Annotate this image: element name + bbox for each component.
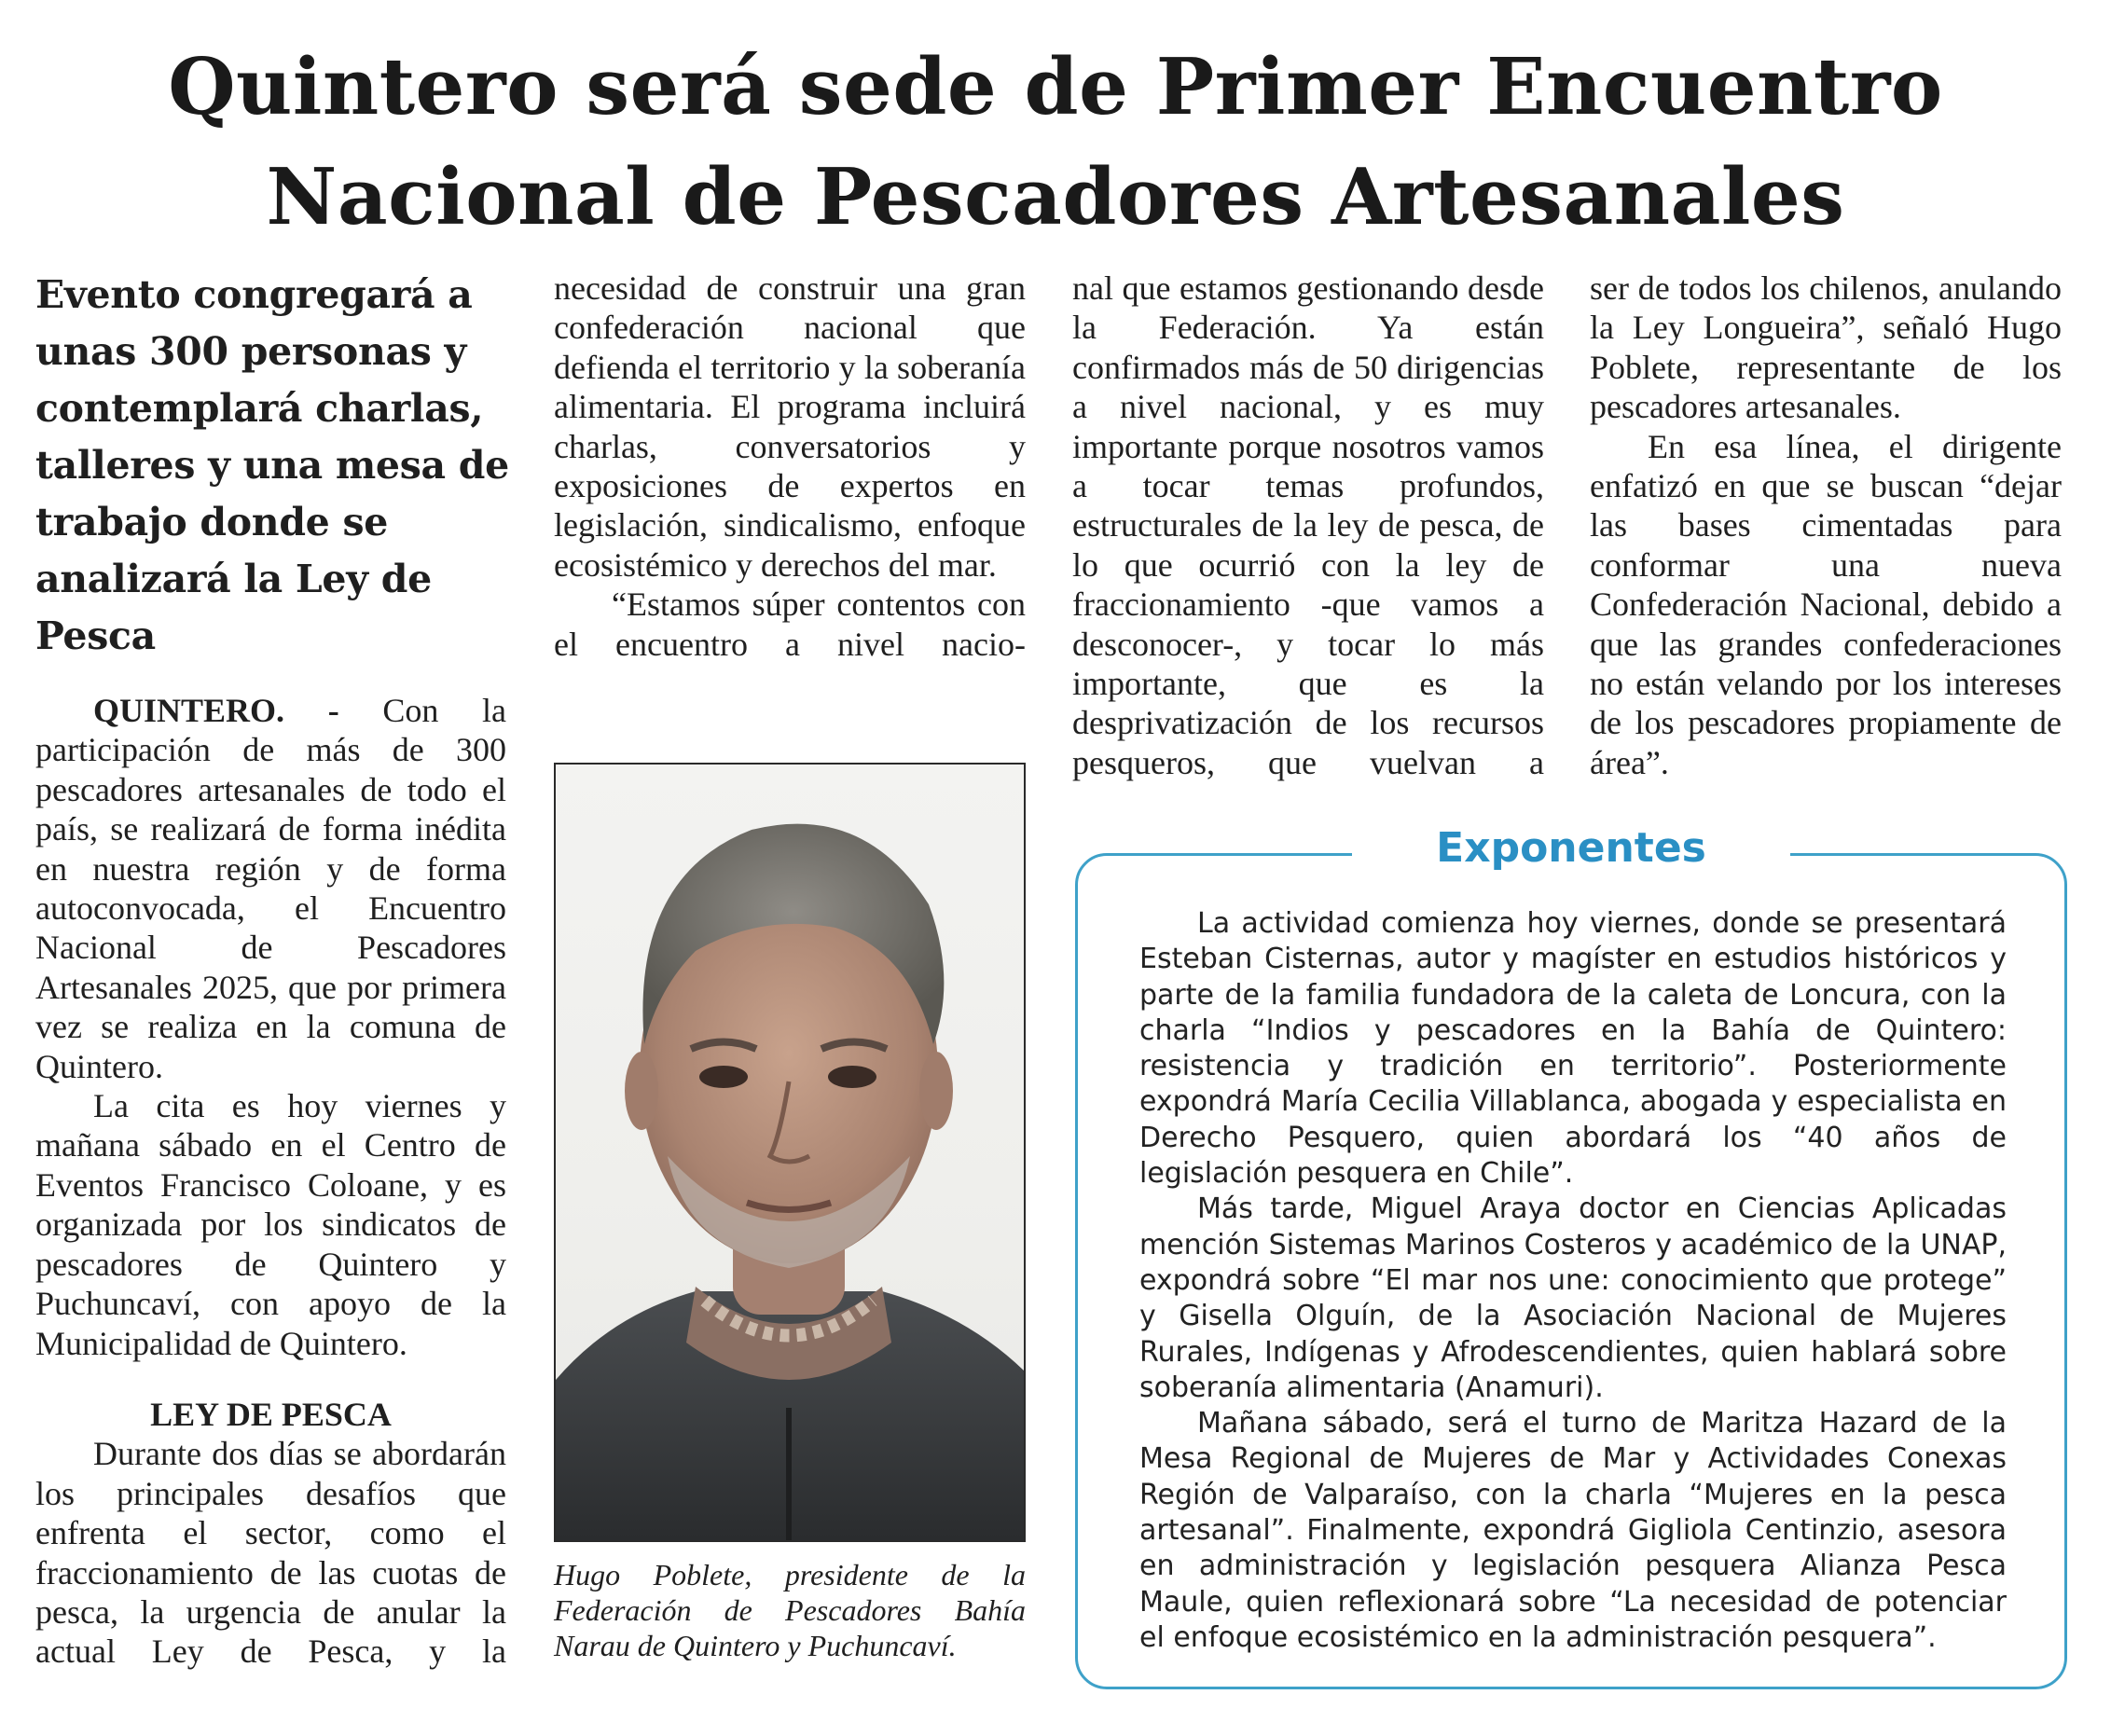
- headline: [56, 32, 2055, 252]
- sidebar-title-wrap: [1352, 820, 1790, 876]
- section-heading: LEY DE PESCA: [150, 1395, 392, 1433]
- paragraph-1-text: Con la participación de más de 300 pescadores artesanales de todo el país, se realizará de forma inédita en nuestra región y de forma autoconvocada, el Encuentro Nacional de Pescadores Artesanales 2025, que por primera vez se realiza en la comuna de Quintero.: [35, 692, 506, 1085]
- portrait-photo: [554, 763, 1026, 1542]
- paragraph-1: [35, 691, 506, 1086]
- paragraph-3-part-1: Durante dos días se abordarán los principales desafíos que enfrenta el sector, como el fraccionamiento de las cuotas de pesca, la urgencia de anular la actual Ley de Pesca, y la: [35, 1435, 506, 1671]
- paragraph-4-part-2: nal que estamos gestionando desde la Federación. Ya están confirmados más de 50 dirigencias a nivel nacional, y es muy importante porque nosotros vamos a tocar temas profundos, estructurales de la ley de pesca, de lo que ocurrió con la ley de fraccionamiento -que vamos a desconocer-, y tocar lo más importante, que es la desprivatización de los recursos pesqueros, que vuelvan a: [1072, 269, 1544, 781]
- portrait-illustration: [556, 765, 1024, 1540]
- paragraph-4-part-3: ser de todos los chilenos, anulando la Ley Longueira”, señaló Hugo Poblete, representante de los pescadores artesanales.: [1590, 269, 2062, 426]
- subheadline: Evento congregará a unas 300 personas y contemplará charlas, talleres y una mesa de trabajo donde se analizará la Ley de Pesca: [35, 272, 509, 658]
- sidebar-title: Exponentes: [1436, 824, 1706, 872]
- sidebar-paragraph-1: La actividad comienza hoy viernes, donde se presentará Esteban Cisternas, autor y magíster en estudios históricos y parte de la familia fundadora de la caleta de Loncura, con la charla “Indios y pescadores en la Bahía de Quintero: resistencia y tradición en territorio”. Posteriormente expondrá María Cecilia Villablanca, abogada y especialista en Derecho Pesquero, quien abordará los “40 años de legislación pesquera en Chile”.: [1139, 907, 2007, 1191]
- article-column-3: [1072, 269, 1544, 782]
- sidebar-text: [1139, 906, 2007, 1656]
- paragraph-3-part-2: necesidad de construir una gran confederación nacional que defienda el territorio y la soberanía alimentaria. El programa incluirá charlas, conversatorios y exposiciones de expertos en legislación, sindicalismo, enfoque ecosistémico y derechos del mar.: [554, 269, 1026, 584]
- paragraph-2: La cita es hoy viernes y mañana sábado en el Centro de Eventos Francisco Coloane, y es organizada por los sindicatos de pescadores de Quintero y Puchuncaví, con apoyo de la Municipalidad de Quintero.: [35, 1087, 506, 1362]
- sidebar-paragraph-2: Más tarde, Miguel Araya doctor en Ciencias Aplicadas mención Sistemas Marinos Costeros y académico de la UNAP, expondrá sobre “El mar nos une: conocimiento que protege” y Gisella Olguín, de la Asociación Nacional de Mujeres Rurales, Indígenas y Afrodescendientes, quien hablará sobre soberanía alimentaria (Anamuri).: [1139, 1192, 2007, 1404]
- photo-caption: Hugo Poblete, presidente de la Federación de Pescadores Bahía Narau de Quintero y Puchuncaví.: [554, 1558, 1026, 1662]
- article-column-1: [35, 691, 506, 1672]
- headline-line-1: Quintero será sede de Primer Encuentro: [168, 41, 1943, 132]
- paragraph-5: En esa línea, el dirigente enfatizó en que se buscan “dejar las bases cimentadas para conformar una nueva Confederación Nacional, debido a que las grandes confederaciones no están velando por los intereses de los pescadores propiamente de área”.: [1590, 427, 2062, 781]
- dateline: QUINTERO. -: [93, 692, 339, 729]
- article-column-2: [554, 269, 1026, 664]
- article-column-4: [1590, 269, 2062, 782]
- sidebar-paragraph-3: Mañana sábado, será el turno de Maritza Hazard de la Mesa Regional de Mujeres de Mar y Actividades Conexas Región de Valparaíso, con la charla “Mujeres en la pesca artesanal”. Finalmente, expondrá Gigliola Centinzio, asesora en administración y legislación pesquera Alianza Pesca Maule, quien reflexionará sobre “La necesidad de potenciar el enfoque ecosistémico en la administración pesquera”.: [1139, 1407, 2007, 1654]
- headline-line-2: Nacional de Pescadores Artesanales: [266, 151, 1845, 242]
- paragraph-4-part-1: “Estamos súper contentos con el encuentro a nivel nacio-: [554, 586, 1026, 663]
